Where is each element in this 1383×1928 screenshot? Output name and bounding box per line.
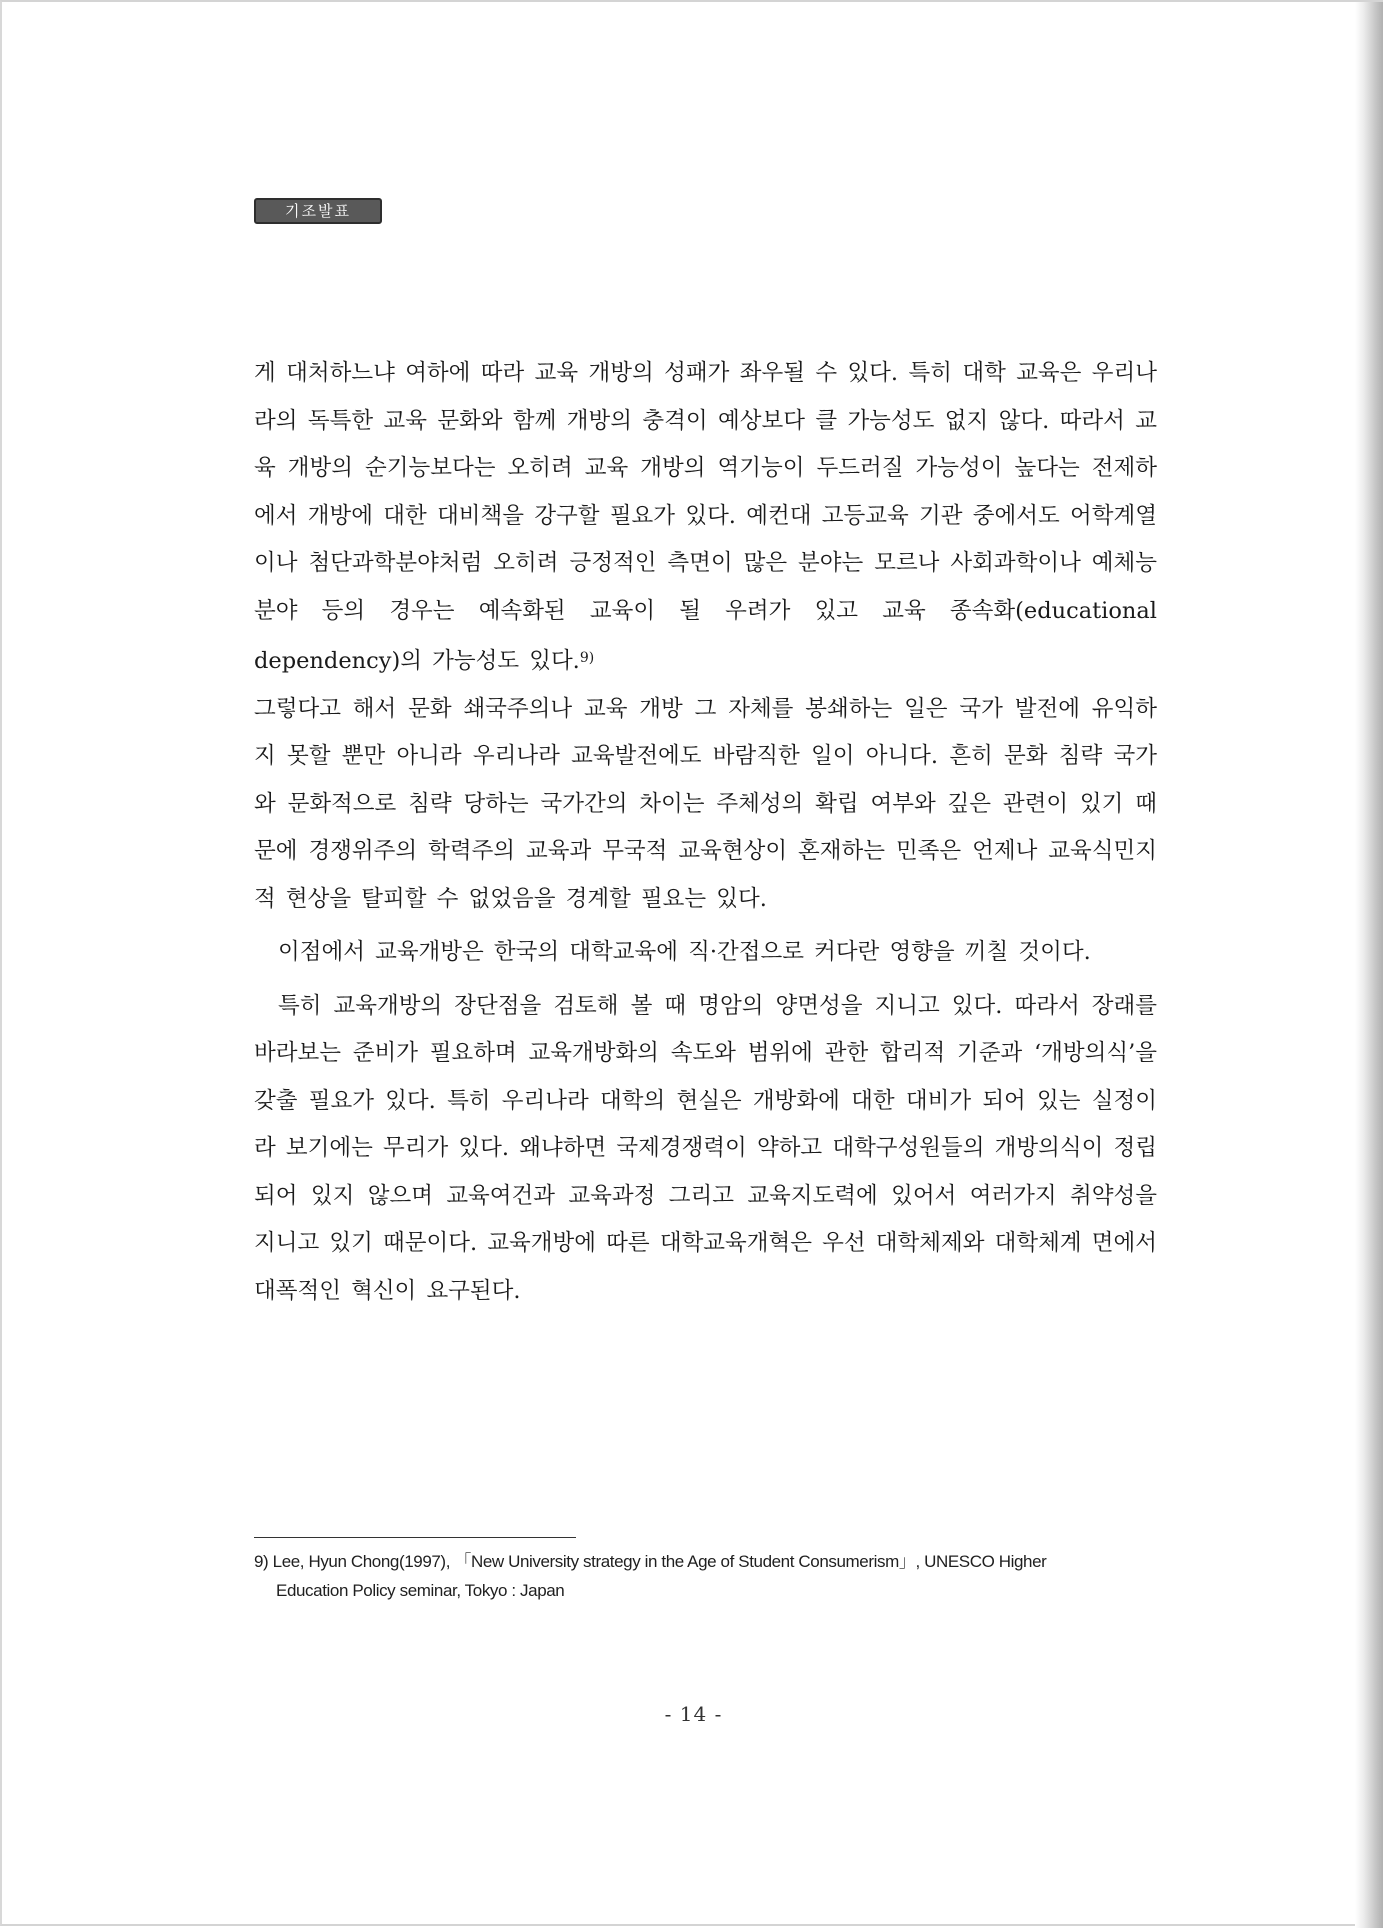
paragraph-1-text: 게 대처하느냐 여하에 따라 교육 개방의 성패가 좌우될 수 있다. 특히 대학 교육은 우리나라의 독특한 교육 문화와 함께 개방의 충격이 예상보다 클 가능성도 없지 않다. 따라서 교육 개방의 순기능보다는 오히려 교육 개방의 역기능이 두드러질 가능성이 높다는 전제하에서 개방에 대한 대비책을 강구할 필요가 있다. 예컨대 고등교육 기관 중에서도 어학계열이나 첨단과학분야처럼 오히려 긍정적인 측면이 많은 분야는 모르나 사회과학이나 예체능 분야 등의 경우는 예속화된 교육이 될 우려가 있고 교육 종속화(educational dependency)의 가능성도 있다. bbox=[254, 360, 1157, 674]
page-edge-shadow bbox=[1355, 2, 1383, 1928]
paragraph-1 bbox=[254, 350, 1157, 923]
footnote-ref-9[interactable]: 9) bbox=[579, 650, 595, 666]
paragraph-2: 이점에서 교육개방은 한국의 대학교육에 직·간접으로 커다란 영향을 끼칠 것이다. bbox=[278, 939, 1091, 965]
footnote bbox=[254, 1547, 1159, 1605]
paragraph-1-continuation: 그렇다고 해서 문화 쇄국주의나 교육 개방 그 자체를 봉쇄하는 일은 국가 발전에 유익하지 못할 뿐만 아니라 우리나라 교육발전에도 바람직한 일이 아니다. 흔히 문화 침략 국가와 문화적으로 침략 당하는 국가간의 차이는 주체성의 확립 여부와 깊은 관련이 있기 때문에 경쟁위주의 학력주의 교육과 무국적 교육현상이 혼재하는 민족은 언제나 교육식민지적 현상을 탈피할 수 없었음을 경계할 필요는 있다. bbox=[254, 695, 1157, 912]
footnote-divider bbox=[254, 1537, 576, 1538]
section-tag: 기조발표 bbox=[254, 198, 382, 224]
footnote-line-1: 9) Lee, Hyun Chong(1997), 「New University strategy in the Age of Student Consumerism」, UNESCO Higher bbox=[254, 1552, 1047, 1571]
footnote-line-2: Education Policy seminar, Tokyo : Japan bbox=[276, 1581, 565, 1600]
page-number: - 14 - bbox=[664, 1702, 723, 1726]
paragraph-3: 특히 교육개방의 장단점을 검토해 볼 때 명암의 양면성을 지니고 있다. 따라서 장래를 바라보는 준비가 필요하며 교육개방화의 속도와 범위에 관한 합리적 기준과 ‘개방의식’을 갖출 필요가 있다. 특히 우리나라 대학의 현실은 개방화에 대한 대비가 되어 있는 실정이라 보기에는 무리가 있다. 왜냐하면 국제경쟁력이 약하고 대학구성원들의 개방의식이 정립되어 있지 않으며 교육여건과 교육과정 그리고 교육지도력에 있어서 여러가지 취약성을 지니고 있기 때문이다. 교육개방에 따른 대학교육개혁은 우선 대학체제와 대학체계 면에서 대폭적인 혁신이 요구된다. bbox=[254, 992, 1157, 1304]
body-text bbox=[254, 350, 1157, 1315]
